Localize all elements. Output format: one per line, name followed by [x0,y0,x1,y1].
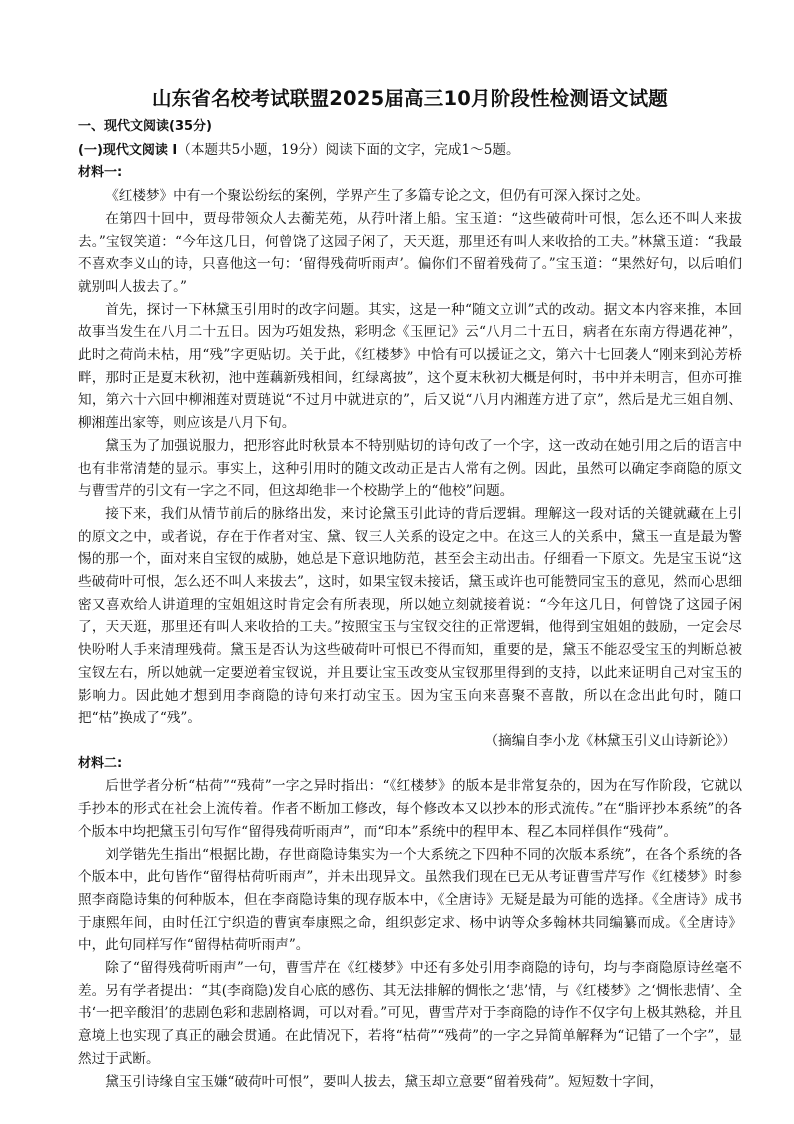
material1-paragraph: 首先，探讨一下林黛玉引用时的改字问题。其实，这是一种“随文立训”式的改动。据文本内容来推，本回故事当发生在八月二十五日。因为巧姐发热，彩明念《玉匣记》云“八月二十五日，病者在东南方得遇花神”，此时之荷尚未枯，用“残”字更贴切。关于此，《红楼梦》中恰有可以援证之文，第六十七回袭人“刚来到沁芳桥畔，那时正是夏末秋初，池中莲藕新残相间，红绿离披”，这个夏末秋初大概是何时，书中并未明言，但亦可推知，第六十六回中柳湘莲对贾琏说“不过月中就进京的”，后又说“八月内湘莲方进了京”，然后是尤三姐自刎、柳湘莲出家等，则应该是八月下旬。 [78,301,742,432]
page-title: 山东省名校考试联盟2025届高三10月阶段性检测语文试题 [151,87,668,110]
material2-paragraph: 黛玉引诗缘自宝玉嫌“破荷叶可恨”，要叫人拔去，黛玉却立意要“留着残荷”。短短数十字间， [105,1073,664,1090]
section-instruction-text: （本题共5小题，19分）阅读下面的文字，完成1～5题。 [177,141,520,158]
material2-label: 材料二: [78,755,123,771]
material2-paragraph: 后世学者分析“枯荷”“残荷”一字之异时指出：“《红楼梦》的版本是非常复杂的，因为在写作阶段，它就以手抄本的形式在社会上流传着。作者不断加工修改，每个修改本又以抄本的形式流传。”在“脂评抄本系统”的各个版本中均把黛玉引句写作“留得残荷听雨声”，而“印本”系统中的程甲本、程乙本同样俱作“残荷”。 [78,778,742,840]
section-instruction [78,139,742,163]
material2-paragraph: 刘学锴先生指出“根据比勘，存世商隐诗集实为一个大系统之下四种不同的次版本系统”，在各个系统的各个版本中，此句皆作“留得枯荷听雨声”，并未出现异文。虽然我们现在已无从考证曹雪芹写作《红楼梦》时参照李商隐诗集的何种版本，但在李商隐诗集的现存版本中，《全唐诗》无疑是最为可能的选择。《全唐诗》成书于康熙年间，由时任江宁织造的曹寅奉康熙之命，组织彭定求、杨中讷等众多翰林共同编纂而成。《全唐诗》中，此句同样写作“留得枯荷听雨声”。 [78,846,742,954]
material1-paragraph: 《红楼梦》中有一个聚讼纷纭的案例，学界产生了多篇专论之文，但仍有可深入探讨之处。 [105,188,649,205]
material1-paragraph: 在第四十回中，贾母带领众人去蘅芜苑，从荇叶渚上船。宝玉道：“这些破荷叶可恨，怎么还不叫人来拔去。”宝钗笑道：“今年这几日，何曾饶了这园子闲了，天天逛，那里还有叫人来收拾的工夫。”林黛玉道：“我最不喜欢李义山的诗，只喜他这一句：‘留得残荷听雨声’。偏你们不留着残荷了。”宝玉道：“果然好句，以后咱们就别叫人拔去了。” [78,210,742,295]
material2-paragraph: 除了“留得残荷听雨声”一句，曹雪芹在《红楼梦》中还有多处引用李商隐的诗句，均与李商隐原诗丝毫不差。另有学者提出：“其(李商隐)发自心底的感伤、其无法排解的惆怅之‘悲’情，与《红楼梦》之‘惆怅悲情’、全书‘一把辛酸泪’的悲剧色彩和悲剧格调，可以对看。”可见，曹雪芹对于李商隐的诗作不仅字句上极其熟稔，并且意境上也实现了真正的融会贯通。在此情况下，若将“枯荷”“残荷”的一字之异简单解释为“记错了一个字”，显然过于武断。 [78,960,742,1067]
section-label: (一)现代文阅读 I [78,142,178,158]
material1-source: （摘编自李小龙《林黛玉引义山诗新论》） [484,732,736,749]
part-heading: 一、现代文阅读(35分) [78,119,212,134]
material1-label: 材料一: [78,165,123,181]
material1-paragraph: 接下来，我们从情节前后的脉络出发，来讨论黛玉引此诗的背后逻辑。理解这一段对话的关键就藏在上引的原文之中，或者说，存在于作者对宝、黛、钗三人关系的设定之中。在这三人的关系中，黛玉一直是最为警惕的那一个，面对来自宝钗的威胁，她总是下意识地防范，甚至会主动出击。仔细看一下原文。先是宝玉说“这些破荷叶可恨，怎么还不叫人来拔去”，这时，如果宝钗未接话，黛玉或许也可能赞同宝玉的意见，然而心思细密又喜欢给人讲道理的宝姐姐这时肯定会有所表现，所以她立刻就接着说：“今年这几日，何曾饶了这园子闲了，天天逛，那里还有叫人来收拾的工夫。”按照宝玉与宝钗交往的正常逻辑，他得到宝姐姐的鼓励，一定会尽快吩咐人手来清理残荷。黛玉是否认为这些破荷叶可恨已不得而知，重要的是，黛玉不能忍受宝玉的判断总被宝钗左右，所以她就一定要逆着宝钗说，并且要让宝玉改变从宝钗那里得到的支持，以此来证明自己对宝玉的影响力。因此她才想到用李商隐的诗句来打动宝玉。因为宝玉向来喜聚不喜散，所以在念出此句时，随口把“枯”换成了“残”。 [78,505,742,727]
material1-paragraph: 黛玉为了加强说服力，把形容此时秋景本不特别贴切的诗句改了一个字，这一改动在她引用之后的语言中也有非常清楚的显示。事实上，这种引用时的随文改动正是古人常有之例。因此，虽然可以确定李商隐的原文与曹雪芹的引文有一字之不同，但这却绝非一个校勘学上的“他校”问题。 [78,437,742,500]
